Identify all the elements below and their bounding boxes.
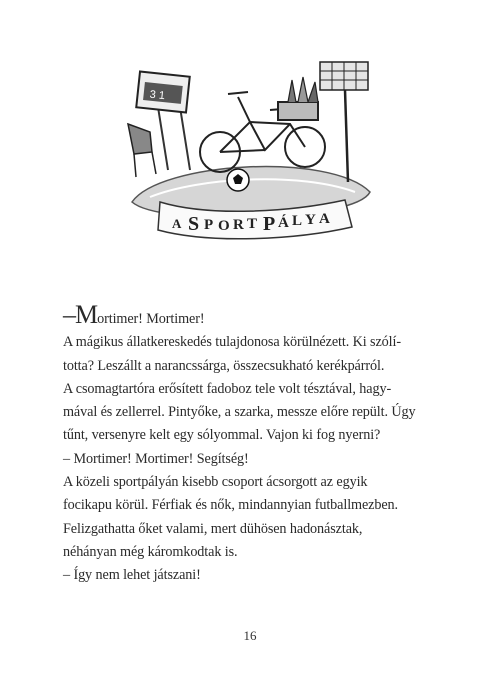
text-line: totta? Leszállt a narancssárga, összecsukható kerékpárról.: [63, 357, 385, 374]
scoreboard-score: 3 1: [149, 88, 166, 103]
chair: [128, 124, 156, 177]
text-line: Felizgathatta őket valami, mert dühösen hadonásztak,: [63, 520, 363, 537]
svg-text:A: A: [172, 216, 182, 231]
first-line-rest: ortimer! Mortimer!: [97, 311, 205, 327]
svg-text:A: A: [319, 211, 330, 227]
svg-text:T: T: [247, 216, 258, 232]
text-line: néhányan még káromkodtak is.: [63, 543, 238, 560]
first-line: [63, 300, 443, 331]
text-line: A közeli sportpályán kisebb csoport ácsorgott az egyik: [63, 474, 368, 491]
dropcap: –M: [63, 300, 98, 329]
svg-text:Y: Y: [305, 212, 316, 228]
svg-text:Á: Á: [278, 215, 289, 231]
vegetables: [288, 77, 318, 102]
svg-text:L: L: [292, 213, 303, 229]
scoreboard: [136, 71, 190, 170]
bicycle: [200, 92, 325, 172]
text-line: – Mortimer! Mortimer! Segítség!: [63, 450, 249, 467]
svg-text:S: S: [188, 213, 200, 235]
text-line: – Így nem lehet játszani!: [63, 567, 201, 584]
text-line: A csomagtartóra erősített fadoboz tele volt tésztával, hagy-: [63, 380, 392, 397]
text-line: tűnt, versenyre kelt egy sólyommal. Vajon ki fog nyerni?: [63, 427, 381, 444]
svg-text:R: R: [233, 217, 244, 233]
text-line: focikapu körül. Férfiak és nők, mindannyian futballmezben.: [63, 497, 398, 514]
svg-text:O: O: [218, 218, 230, 234]
chapter-illustration: [120, 52, 380, 252]
text-line: mával és zellerrel. Pintyőke, a szarka, messze előre repült. Úgy: [63, 404, 416, 421]
page-number: 16: [243, 628, 257, 643]
text-line: A mágikus állatkereskedés tulajdonosa körülnézett. Ki szólí-: [63, 334, 401, 351]
soccer-ball: [227, 169, 249, 191]
floodlight: [320, 62, 368, 182]
body-text: [63, 300, 443, 588]
svg-text:P: P: [204, 217, 214, 233]
svg-text:P: P: [263, 213, 276, 235]
